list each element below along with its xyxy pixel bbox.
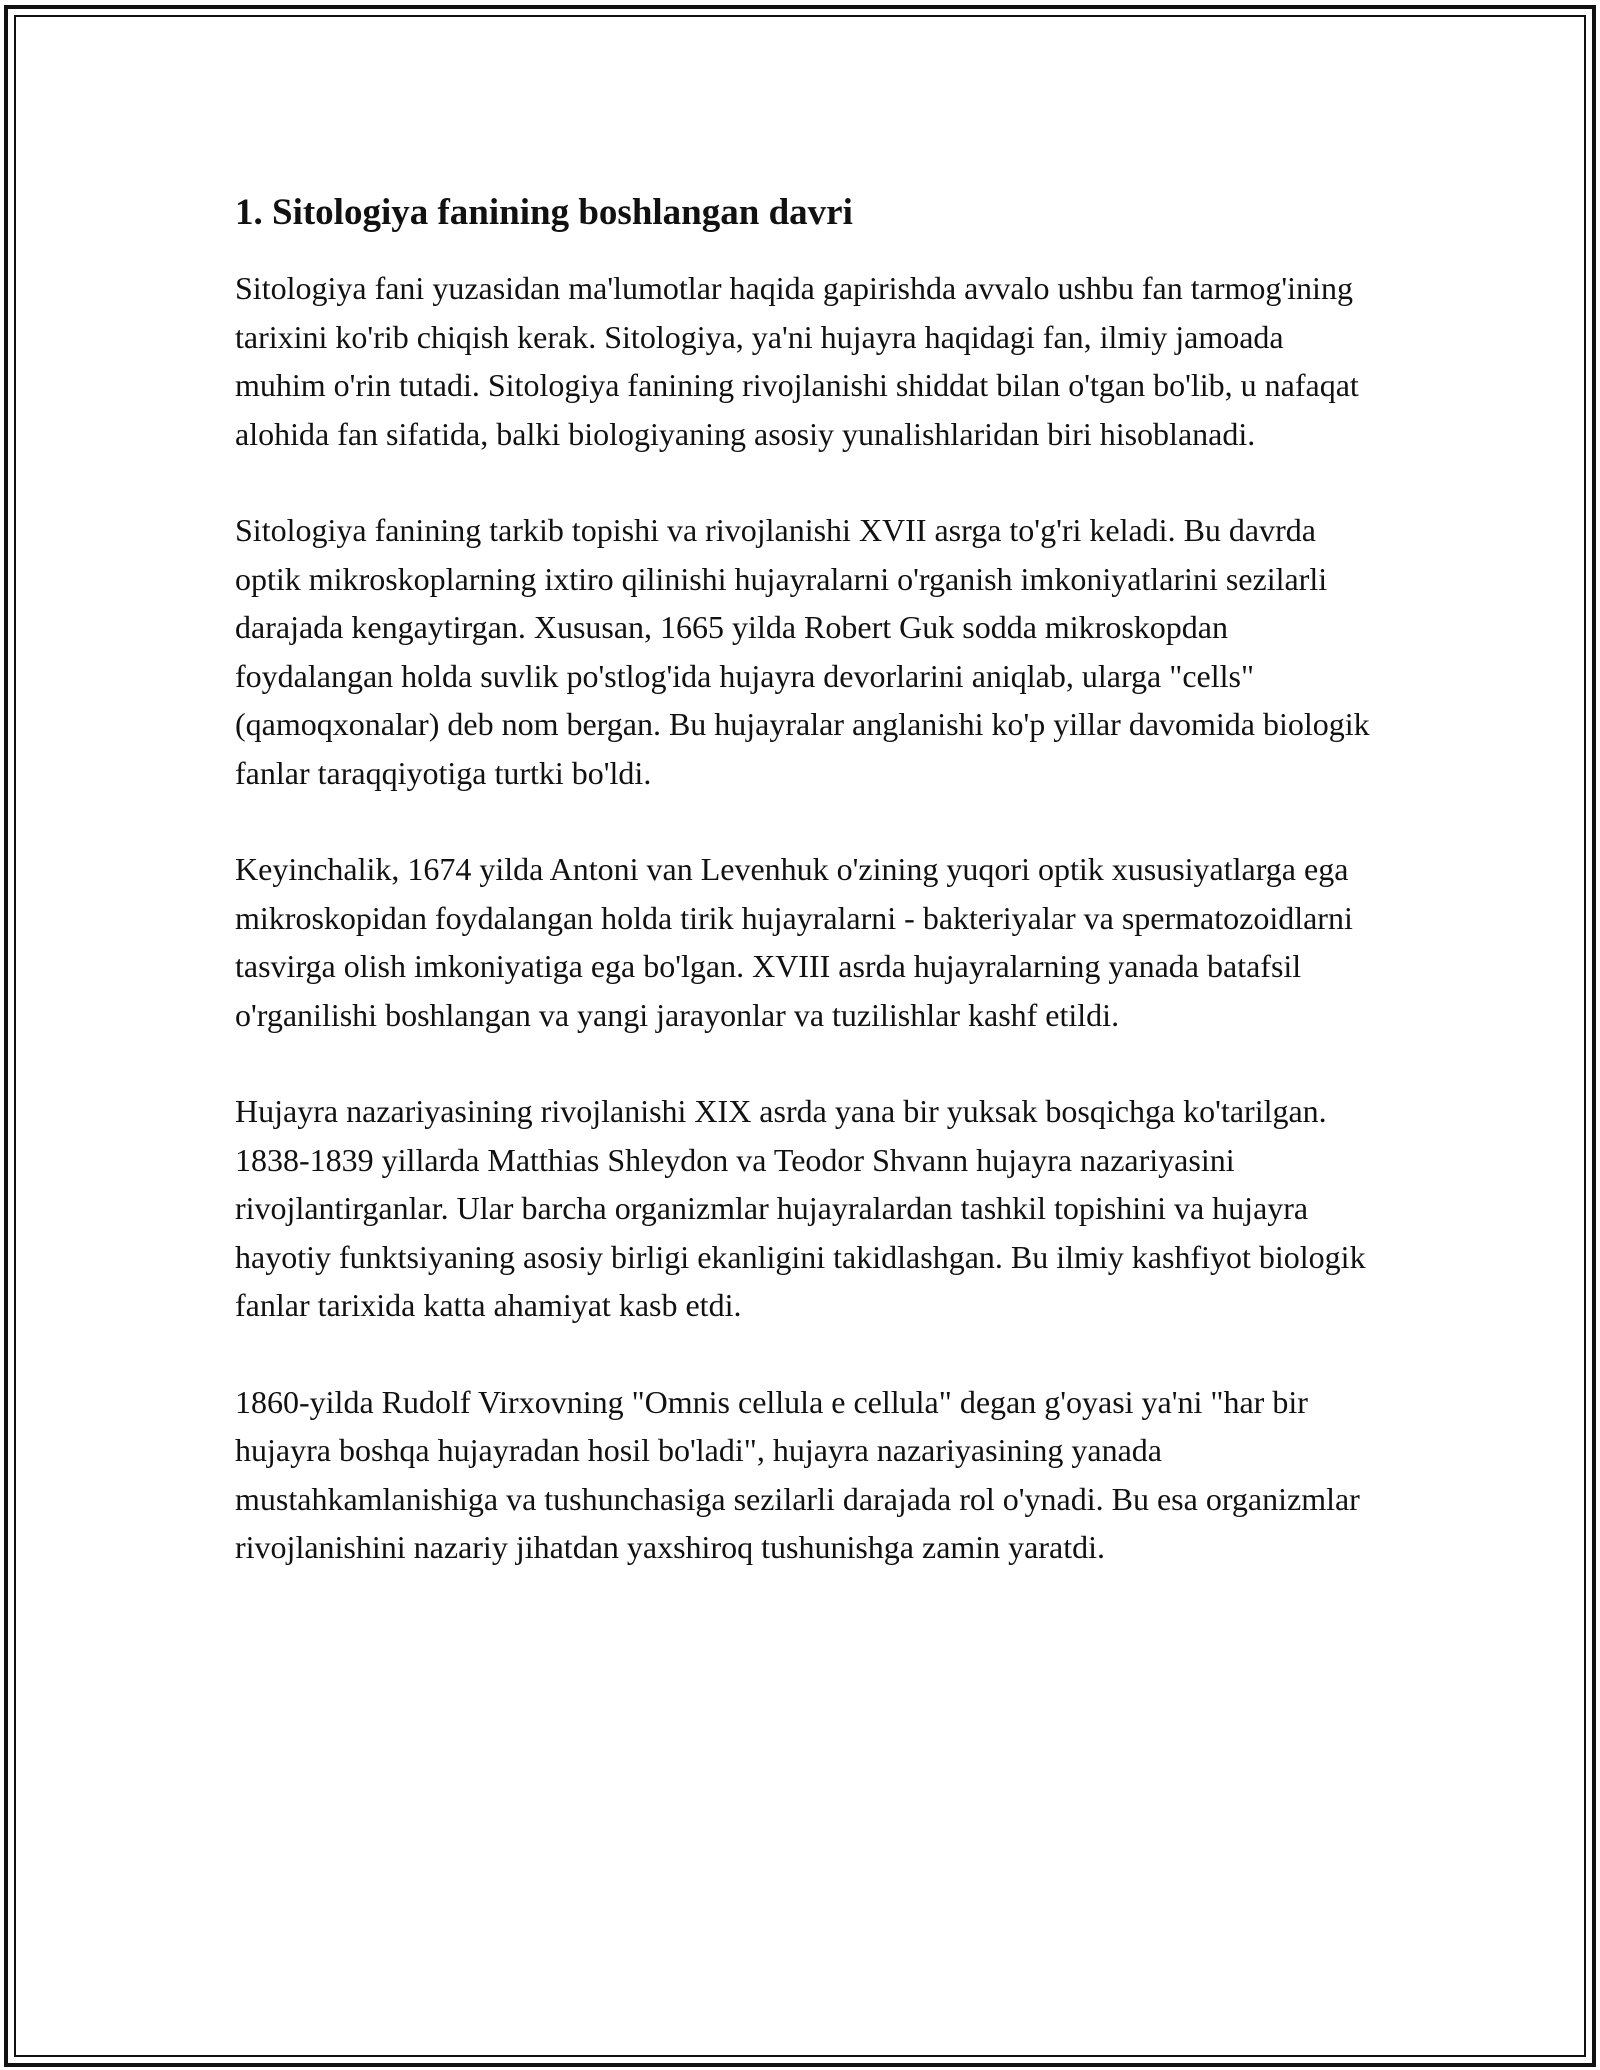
document-body [235,188,1375,1620]
paragraph-5: 1860-yilda Rudolf Virxovning "Omnis cellula e cellula" degan g'oyasi ya'ni "har bir hujayra boshqa hujayradan hosil bo'ladi", hujayra nazariyasining yanada mustahkamlanishiga va tushunchasiga sezilarli darajada rol o'ynadi. Bu esa organizmlar rivojlanishini nazariy jihatdan yaxshiroq tushunishga zamin yaratdi. [235,1383,1360,1565]
paragraph-3: Keyinchalik, 1674 yilda Antoni van Levenhuk o'zining yuqori optik xususiyatlarga ega mikroskopidan foydalangan holda tirik hujayralarni - bakteriyalar va spermatozoidlarni tasvirga olish imkoniyatiga ega bo'lgan. XVIII asrda hujayralarning yanada batafsil o'rganilishi boshlangan va yangi jarayonlar va tuzilishlar kashf etildi. [235,851,1353,1033]
paragraph-1: Sitologiya fani yuzasidan ma'lumotlar haqida gapirishda avvalo ushbu fan tarmog'ining tarixini ko'rib chiqish kerak. Sitologiya, ya'ni hujayra haqidagi fan, ilmiy jamoada muhim o'rin tutadi. Sitologiya fanining rivojlanishi shiddat bilan o'tgan bo'lib, u nafaqat alohida fan sifatida, balki biologiyaning asosiy yunalishlaridan biri hisoblanadi. [235,270,1359,452]
paragraph-2: Sitologiya fanining tarkib topishi va rivojlanishi XVII asrga to'g'ri keladi. Bu davrda optik mikroskoplarning ixtiro qilinishi hujayralarni o'rganish imkoniyatlarini sezilarli darajada kengaytirgan. Xususan, 1665 yilda Robert Guk sodda mikroskopdan foydalangan holda suvlik po'stlog'ida hujayra devorlarini aniqlab, ularga "cells" (qamoqxonalar) deb nom bergan. Bu hujayralar anglanishi ko'p yillar davomida biologik fanlar taraqqiyotiga turtki bo'ldi. [235,512,1370,791]
section-heading: 1. Sitologiya fanining boshlangan davri [235,192,853,233]
paragraph-4: Hujayra nazariyasining rivojlanishi XIX asrda yana bir yuksak bosqichga ko'tarilgan. 1838-1839 yillarda Matthias Shleydon va Teodor Shvann hujayra nazariyasini rivojlantirganlar. Ular barcha organizmlar hujayralardan tashkil topishini va hujayra hayotiy funktsiyaning asosiy birligi ekanligini takidlashgan. Bu ilmiy kashfiyot biologik fanlar tarixida katta ahamiyat kasb etdi. [235,1093,1366,1323]
